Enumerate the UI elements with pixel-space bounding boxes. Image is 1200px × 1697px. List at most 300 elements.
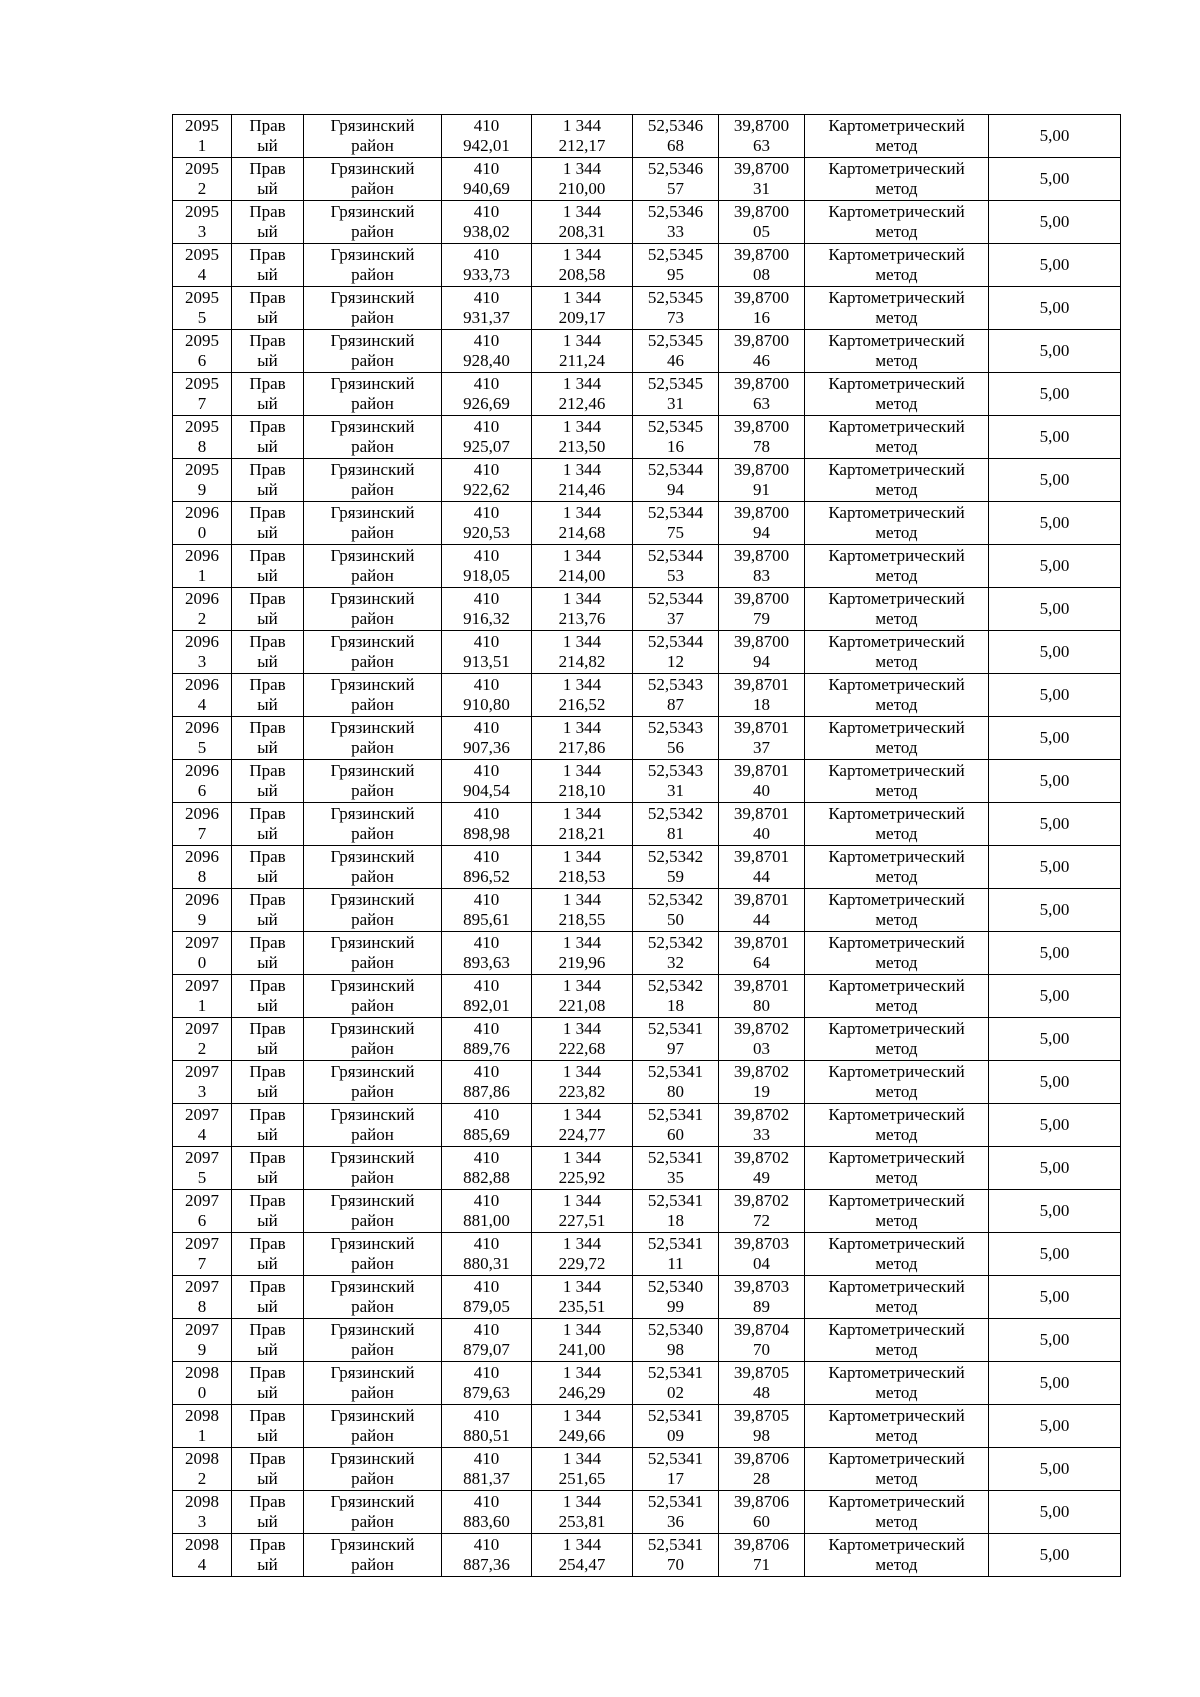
accuracy-cell — [989, 760, 1121, 803]
point-number-cell — [173, 760, 232, 803]
district-cell — [304, 1448, 442, 1491]
latitude-cell-text: 52,5346 33 — [647, 202, 704, 241]
bank-side-cell — [232, 674, 304, 717]
method-cell — [805, 760, 989, 803]
method-cell-text: Картометрический метод — [828, 1234, 965, 1273]
latitude-cell — [633, 932, 719, 975]
district-cell — [304, 846, 442, 889]
method-cell — [805, 674, 989, 717]
accuracy-cell-text: 5,00 — [1039, 255, 1070, 274]
x-coordinate-cell-text: 410 926,69 — [463, 374, 510, 413]
y-coordinate-cell-text: 1 344 208,31 — [558, 202, 606, 241]
latitude-cell — [633, 717, 719, 760]
x-coordinate-cell-text: 410 913,51 — [463, 632, 510, 671]
bank-side-cell-text: Прав ый — [249, 933, 286, 972]
longitude-cell-text: 39,8700 46 — [733, 331, 790, 370]
bank-side-cell-text: Прав ый — [249, 1535, 286, 1574]
x-coordinate-cell-text: 410 885,69 — [463, 1105, 510, 1144]
accuracy-cell — [989, 545, 1121, 588]
longitude-cell — [719, 373, 805, 416]
accuracy-cell-text: 5,00 — [1039, 1416, 1070, 1435]
point-number-cell — [173, 115, 232, 158]
accuracy-cell-text: 5,00 — [1039, 298, 1070, 317]
y-coordinate-cell-text: 1 344 208,58 — [558, 245, 606, 284]
table-row — [173, 889, 1121, 932]
district-cell — [304, 502, 442, 545]
table-row — [173, 932, 1121, 975]
x-coordinate-cell-text: 410 879,63 — [463, 1363, 510, 1402]
longitude-cell — [719, 1491, 805, 1534]
point-number-cell — [173, 1190, 232, 1233]
method-cell — [805, 846, 989, 889]
point-number-cell-text: 2097 2 — [185, 1019, 219, 1058]
y-coordinate-cell-text: 1 344 221,08 — [558, 976, 606, 1015]
latitude-cell-text: 52,5341 36 — [647, 1492, 704, 1531]
x-coordinate-cell-text: 410 916,32 — [463, 589, 510, 628]
longitude-cell-text: 39,8703 89 — [733, 1277, 790, 1316]
longitude-cell-text: 39,8700 31 — [733, 159, 790, 198]
bank-side-cell-text: Прав ый — [249, 1406, 286, 1445]
district-cell-text: Грязинский район — [330, 245, 415, 284]
point-number-cell — [173, 1147, 232, 1190]
latitude-cell — [633, 889, 719, 932]
method-cell-text: Картометрический метод — [828, 1277, 965, 1316]
point-number-cell — [173, 287, 232, 330]
district-cell-text: Грязинский район — [330, 1062, 415, 1101]
x-coordinate-cell-text: 410 892,01 — [463, 976, 510, 1015]
latitude-cell-text: 52,5344 94 — [647, 460, 704, 499]
x-coordinate-cell-text: 410 910,80 — [463, 675, 510, 714]
point-number-cell — [173, 717, 232, 760]
district-cell-text: Грязинский район — [330, 1105, 415, 1144]
longitude-cell-text: 39,8701 44 — [733, 890, 790, 929]
latitude-cell — [633, 588, 719, 631]
district-cell — [304, 631, 442, 674]
x-coordinate-cell-text: 410 925,07 — [463, 417, 510, 456]
x-coordinate-cell — [442, 975, 532, 1018]
longitude-cell-text: 39,8700 83 — [733, 546, 790, 585]
district-cell — [304, 803, 442, 846]
x-coordinate-cell-text: 410 879,05 — [463, 1277, 510, 1316]
x-coordinate-cell-text: 410 933,73 — [463, 245, 510, 284]
bank-side-cell — [232, 631, 304, 674]
accuracy-cell-text: 5,00 — [1039, 1115, 1070, 1134]
method-cell — [805, 1190, 989, 1233]
bank-side-cell — [232, 1190, 304, 1233]
bank-side-cell — [232, 975, 304, 1018]
point-number-cell-text: 2096 2 — [185, 589, 219, 628]
method-cell — [805, 1104, 989, 1147]
accuracy-cell — [989, 1448, 1121, 1491]
longitude-cell-text: 39,8700 78 — [733, 417, 790, 456]
method-cell-text: Картометрический метод — [828, 1148, 965, 1187]
bank-side-cell-text: Прав ый — [249, 503, 286, 542]
point-number-cell-text: 2096 1 — [185, 546, 219, 585]
district-cell-text: Грязинский район — [330, 331, 415, 370]
district-cell-text: Грязинский район — [330, 1191, 415, 1230]
accuracy-cell — [989, 1405, 1121, 1448]
accuracy-cell-text: 5,00 — [1039, 599, 1070, 618]
point-number-cell — [173, 889, 232, 932]
x-coordinate-cell — [442, 373, 532, 416]
method-cell — [805, 416, 989, 459]
district-cell-text: Грязинский район — [330, 116, 415, 155]
bank-side-cell — [232, 330, 304, 373]
y-coordinate-cell-text: 1 344 249,66 — [558, 1406, 606, 1445]
longitude-cell-text: 39,8705 48 — [733, 1363, 790, 1402]
bank-side-cell — [232, 803, 304, 846]
y-coordinate-cell-text: 1 344 225,92 — [558, 1148, 606, 1187]
y-coordinate-cell — [532, 846, 633, 889]
district-cell — [304, 373, 442, 416]
latitude-cell — [633, 115, 719, 158]
longitude-cell — [719, 760, 805, 803]
longitude-cell — [719, 1233, 805, 1276]
point-number-cell-text: 2097 1 — [185, 976, 219, 1015]
point-number-cell-text: 2097 0 — [185, 933, 219, 972]
latitude-cell — [633, 1448, 719, 1491]
y-coordinate-cell-text: 1 344 214,00 — [558, 546, 606, 585]
method-cell-text: Картометрический метод — [828, 847, 965, 886]
point-number-cell-text: 2096 0 — [185, 503, 219, 542]
method-cell-text: Картометрический метод — [828, 1320, 965, 1359]
method-cell-text: Картометрический метод — [828, 804, 965, 843]
method-cell-text: Картометрический метод — [828, 1492, 965, 1531]
y-coordinate-cell — [532, 1448, 633, 1491]
latitude-cell-text: 52,5341 17 — [647, 1449, 704, 1488]
latitude-cell-text: 52,5344 12 — [647, 632, 704, 671]
y-coordinate-cell-text: 1 344 213,50 — [558, 417, 606, 456]
x-coordinate-cell-text: 410 940,69 — [463, 159, 510, 198]
bank-side-cell-text: Прав ый — [249, 1320, 286, 1359]
point-number-cell-text: 2095 2 — [185, 159, 219, 198]
point-number-cell — [173, 416, 232, 459]
x-coordinate-cell-text: 410 920,53 — [463, 503, 510, 542]
latitude-cell-text: 52,5344 37 — [647, 589, 704, 628]
point-number-cell-text: 2095 5 — [185, 288, 219, 327]
longitude-cell — [719, 674, 805, 717]
longitude-cell-text: 39,8700 94 — [733, 503, 790, 542]
latitude-cell — [633, 244, 719, 287]
accuracy-cell — [989, 201, 1121, 244]
accuracy-cell-text: 5,00 — [1039, 341, 1070, 360]
y-coordinate-cell — [532, 330, 633, 373]
longitude-cell — [719, 201, 805, 244]
district-cell-text: Грязинский район — [330, 1449, 415, 1488]
x-coordinate-cell — [442, 1233, 532, 1276]
district-cell — [304, 760, 442, 803]
point-number-cell — [173, 1448, 232, 1491]
y-coordinate-cell — [532, 545, 633, 588]
method-cell — [805, 1362, 989, 1405]
y-coordinate-cell — [532, 1491, 633, 1534]
method-cell — [805, 1018, 989, 1061]
bank-side-cell-text: Прав ый — [249, 1019, 286, 1058]
x-coordinate-cell-text: 410 904,54 — [463, 761, 510, 800]
latitude-cell — [633, 1104, 719, 1147]
method-cell-text: Картометрический метод — [828, 202, 965, 241]
y-coordinate-cell-text: 1 344 214,68 — [558, 503, 606, 542]
district-cell — [304, 975, 442, 1018]
y-coordinate-cell — [532, 760, 633, 803]
x-coordinate-cell — [442, 803, 532, 846]
x-coordinate-cell-text: 410 928,40 — [463, 331, 510, 370]
latitude-cell — [633, 158, 719, 201]
accuracy-cell — [989, 1190, 1121, 1233]
latitude-cell-text: 52,5340 98 — [647, 1320, 704, 1359]
latitude-cell-text: 52,5341 18 — [647, 1191, 704, 1230]
y-coordinate-cell-text: 1 344 241,00 — [558, 1320, 606, 1359]
accuracy-cell-text: 5,00 — [1039, 986, 1070, 1005]
accuracy-cell — [989, 889, 1121, 932]
y-coordinate-cell — [532, 1104, 633, 1147]
bank-side-cell — [232, 502, 304, 545]
district-cell-text: Грязинский район — [330, 1320, 415, 1359]
table-row — [173, 1491, 1121, 1534]
method-cell-text: Картометрический метод — [828, 1363, 965, 1402]
point-number-cell-text: 2097 5 — [185, 1148, 219, 1187]
accuracy-cell — [989, 244, 1121, 287]
accuracy-cell — [989, 932, 1121, 975]
point-number-cell — [173, 932, 232, 975]
y-coordinate-cell-text: 1 344 219,96 — [558, 933, 606, 972]
accuracy-cell — [989, 115, 1121, 158]
bank-side-cell — [232, 158, 304, 201]
district-cell-text: Грязинский район — [330, 761, 415, 800]
district-cell-text: Грязинский район — [330, 1406, 415, 1445]
y-coordinate-cell — [532, 1362, 633, 1405]
x-coordinate-cell — [442, 1276, 532, 1319]
method-cell — [805, 1276, 989, 1319]
latitude-cell-text: 52,5341 02 — [647, 1363, 704, 1402]
table-row — [173, 244, 1121, 287]
longitude-cell-text: 39,8706 71 — [733, 1535, 790, 1574]
bank-side-cell — [232, 1061, 304, 1104]
bank-side-cell — [232, 1276, 304, 1319]
longitude-cell — [719, 846, 805, 889]
bank-side-cell-text: Прав ый — [249, 675, 286, 714]
point-number-cell-text: 2095 6 — [185, 331, 219, 370]
method-cell — [805, 502, 989, 545]
district-cell-text: Грязинский район — [330, 374, 415, 413]
accuracy-cell-text: 5,00 — [1039, 556, 1070, 575]
y-coordinate-cell — [532, 932, 633, 975]
x-coordinate-cell — [442, 932, 532, 975]
bank-side-cell — [232, 846, 304, 889]
method-cell — [805, 373, 989, 416]
latitude-cell-text: 52,5344 75 — [647, 503, 704, 542]
table-row — [173, 760, 1121, 803]
bank-side-cell — [232, 1319, 304, 1362]
longitude-cell-text: 39,8704 70 — [733, 1320, 790, 1359]
x-coordinate-cell-text: 410 896,52 — [463, 847, 510, 886]
table-row — [173, 115, 1121, 158]
district-cell — [304, 330, 442, 373]
method-cell-text: Картометрический метод — [828, 1449, 965, 1488]
point-number-cell — [173, 330, 232, 373]
bank-side-cell — [232, 717, 304, 760]
x-coordinate-cell-text: 410 889,76 — [463, 1019, 510, 1058]
district-cell — [304, 416, 442, 459]
point-number-cell — [173, 1061, 232, 1104]
district-cell-text: Грязинский район — [330, 1535, 415, 1574]
table-row — [173, 287, 1121, 330]
x-coordinate-cell-text: 410 938,02 — [463, 202, 510, 241]
x-coordinate-cell — [442, 588, 532, 631]
accuracy-cell — [989, 803, 1121, 846]
table-row — [173, 545, 1121, 588]
longitude-cell-text: 39,8701 40 — [733, 804, 790, 843]
point-number-cell — [173, 674, 232, 717]
longitude-cell — [719, 588, 805, 631]
district-cell — [304, 588, 442, 631]
point-number-cell — [173, 631, 232, 674]
method-cell — [805, 1405, 989, 1448]
point-number-cell-text: 2096 4 — [185, 675, 219, 714]
y-coordinate-cell — [532, 158, 633, 201]
x-coordinate-cell-text: 410 893,63 — [463, 933, 510, 972]
accuracy-cell-text: 5,00 — [1039, 857, 1070, 876]
coordinates-table — [172, 114, 1121, 1577]
x-coordinate-cell — [442, 631, 532, 674]
accuracy-cell — [989, 416, 1121, 459]
y-coordinate-cell-text: 1 344 251,65 — [558, 1449, 606, 1488]
table-row — [173, 330, 1121, 373]
district-cell-text: Грязинский район — [330, 847, 415, 886]
latitude-cell — [633, 545, 719, 588]
bank-side-cell-text: Прав ый — [249, 374, 286, 413]
x-coordinate-cell — [442, 115, 532, 158]
point-number-cell — [173, 1405, 232, 1448]
longitude-cell-text: 39,8701 37 — [733, 718, 790, 757]
accuracy-cell-text: 5,00 — [1039, 513, 1070, 532]
latitude-cell — [633, 1276, 719, 1319]
latitude-cell — [633, 674, 719, 717]
method-cell-text: Картометрический метод — [828, 1191, 965, 1230]
x-coordinate-cell — [442, 1405, 532, 1448]
bank-side-cell — [232, 373, 304, 416]
table-row — [173, 459, 1121, 502]
accuracy-cell-text: 5,00 — [1039, 1502, 1070, 1521]
district-cell — [304, 717, 442, 760]
method-cell — [805, 1061, 989, 1104]
x-coordinate-cell-text: 410 898,98 — [463, 804, 510, 843]
y-coordinate-cell-text: 1 344 218,55 — [558, 890, 606, 929]
longitude-cell — [719, 1104, 805, 1147]
y-coordinate-cell — [532, 717, 633, 760]
district-cell-text: Грязинский район — [330, 804, 415, 843]
latitude-cell — [633, 1190, 719, 1233]
point-number-cell-text: 2097 6 — [185, 1191, 219, 1230]
method-cell-text: Картометрический метод — [828, 675, 965, 714]
longitude-cell — [719, 1190, 805, 1233]
y-coordinate-cell-text: 1 344 254,47 — [558, 1535, 606, 1574]
y-coordinate-cell — [532, 244, 633, 287]
bank-side-cell-text: Прав ый — [249, 804, 286, 843]
accuracy-cell — [989, 158, 1121, 201]
longitude-cell-text: 39,8700 63 — [733, 116, 790, 155]
method-cell-text: Картометрический метод — [828, 1062, 965, 1101]
latitude-cell-text: 52,5345 16 — [647, 417, 704, 456]
y-coordinate-cell — [532, 803, 633, 846]
point-number-cell-text: 2098 4 — [185, 1535, 219, 1574]
point-number-cell-text: 2098 0 — [185, 1363, 219, 1402]
longitude-cell-text: 39,8701 44 — [733, 847, 790, 886]
x-coordinate-cell — [442, 1448, 532, 1491]
point-number-cell-text: 2098 1 — [185, 1406, 219, 1445]
latitude-cell — [633, 459, 719, 502]
point-number-cell-text: 2096 7 — [185, 804, 219, 843]
y-coordinate-cell — [532, 674, 633, 717]
table-row — [173, 158, 1121, 201]
accuracy-cell-text: 5,00 — [1039, 900, 1070, 919]
method-cell-text: Картометрический метод — [828, 1535, 965, 1574]
accuracy-cell-text: 5,00 — [1039, 1545, 1070, 1564]
method-cell — [805, 1147, 989, 1190]
x-coordinate-cell-text: 410 887,86 — [463, 1062, 510, 1101]
accuracy-cell-text: 5,00 — [1039, 771, 1070, 790]
method-cell — [805, 459, 989, 502]
y-coordinate-cell-text: 1 344 246,29 — [558, 1363, 606, 1402]
point-number-cell-text: 2097 7 — [185, 1234, 219, 1273]
y-coordinate-cell-text: 1 344 229,72 — [558, 1234, 606, 1273]
accuracy-cell — [989, 717, 1121, 760]
bank-side-cell-text: Прав ый — [249, 159, 286, 198]
accuracy-cell-text: 5,00 — [1039, 685, 1070, 704]
bank-side-cell-text: Прав ый — [249, 632, 286, 671]
bank-side-cell — [232, 201, 304, 244]
accuracy-cell — [989, 459, 1121, 502]
longitude-cell-text: 39,8702 49 — [733, 1148, 790, 1187]
latitude-cell-text: 52,5342 32 — [647, 933, 704, 972]
y-coordinate-cell-text: 1 344 223,82 — [558, 1062, 606, 1101]
accuracy-cell-text: 5,00 — [1039, 1029, 1070, 1048]
y-coordinate-cell-text: 1 344 227,51 — [558, 1191, 606, 1230]
point-number-cell-text: 2097 4 — [185, 1105, 219, 1144]
x-coordinate-cell-text: 410 883,60 — [463, 1492, 510, 1531]
x-coordinate-cell — [442, 1190, 532, 1233]
longitude-cell-text: 39,8705 98 — [733, 1406, 790, 1445]
bank-side-cell-text: Прав ый — [249, 1363, 286, 1402]
longitude-cell — [719, 631, 805, 674]
longitude-cell-text: 39,8701 18 — [733, 675, 790, 714]
x-coordinate-cell-text: 410 907,36 — [463, 718, 510, 757]
method-cell — [805, 889, 989, 932]
point-number-cell — [173, 158, 232, 201]
point-number-cell-text: 2098 2 — [185, 1449, 219, 1488]
method-cell-text: Картометрический метод — [828, 460, 965, 499]
method-cell-text: Картометрический метод — [828, 976, 965, 1015]
accuracy-cell-text: 5,00 — [1039, 1330, 1070, 1349]
table-row — [173, 1147, 1121, 1190]
point-number-cell — [173, 1018, 232, 1061]
longitude-cell-text: 39,8700 94 — [733, 632, 790, 671]
y-coordinate-cell — [532, 502, 633, 545]
latitude-cell-text: 52,5345 46 — [647, 331, 704, 370]
latitude-cell — [633, 760, 719, 803]
accuracy-cell — [989, 1534, 1121, 1577]
y-coordinate-cell-text: 1 344 217,86 — [558, 718, 606, 757]
district-cell-text: Грязинский район — [330, 1234, 415, 1273]
longitude-cell — [719, 1018, 805, 1061]
latitude-cell — [633, 631, 719, 674]
latitude-cell — [633, 201, 719, 244]
accuracy-cell-text: 5,00 — [1039, 1373, 1070, 1392]
longitude-cell — [719, 416, 805, 459]
y-coordinate-cell — [532, 975, 633, 1018]
bank-side-cell-text: Прав ый — [249, 589, 286, 628]
longitude-cell-text: 39,8700 16 — [733, 288, 790, 327]
